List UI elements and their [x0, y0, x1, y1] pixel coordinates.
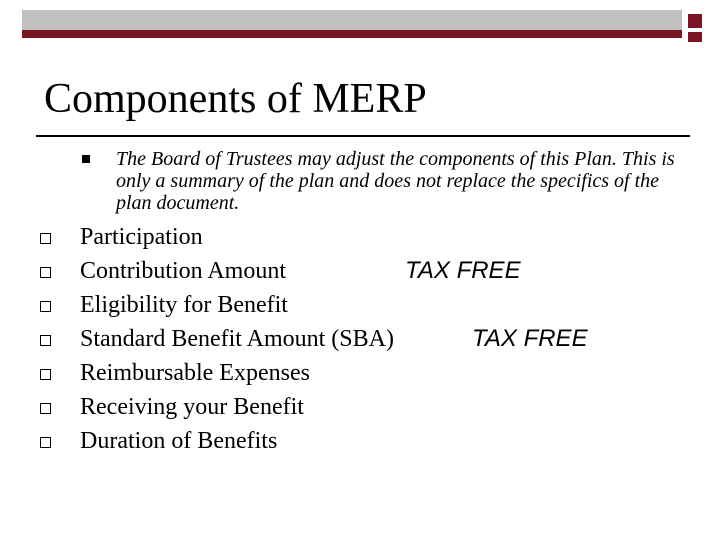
- header-gray-bar: [22, 10, 682, 32]
- hollow-square-bullet-icon: [40, 437, 51, 448]
- hollow-square-bullet-icon: [40, 233, 51, 244]
- tax-free-tag: TAX FREE: [405, 257, 521, 284]
- hollow-square-bullet-icon: [40, 403, 51, 414]
- list-item-label: Participation: [80, 224, 203, 250]
- header-accent-bar: [22, 30, 682, 38]
- disclaimer-note: The Board of Trustees may adjust the components of this Plan. This is only a summary of the plan and does not replace the specifics of the plan document.: [116, 148, 675, 214]
- hollow-square-bullet-icon: [40, 301, 51, 312]
- list-item-label: Reimbursable Expenses: [80, 360, 310, 386]
- list-item-label: Standard Benefit Amount (SBA): [80, 326, 394, 352]
- slide-title: Components of MERP: [44, 76, 427, 122]
- hollow-square-bullet-icon: [40, 267, 51, 278]
- tax-free-tag: TAX FREE: [472, 325, 588, 352]
- list-item-label: Contribution Amount: [80, 258, 287, 284]
- hollow-square-bullet-icon: [40, 369, 51, 380]
- title-underline: [36, 135, 690, 137]
- list-item-label: Duration of Benefits: [80, 428, 278, 454]
- hollow-square-bullet-icon: [40, 335, 51, 346]
- square-bullet-icon: [82, 155, 90, 163]
- corner-square-bottom: [688, 32, 702, 42]
- list-item-label: Eligibility for Benefit: [80, 292, 288, 318]
- corner-square-top: [688, 14, 702, 28]
- list-item-label: Receiving your Benefit: [80, 394, 304, 420]
